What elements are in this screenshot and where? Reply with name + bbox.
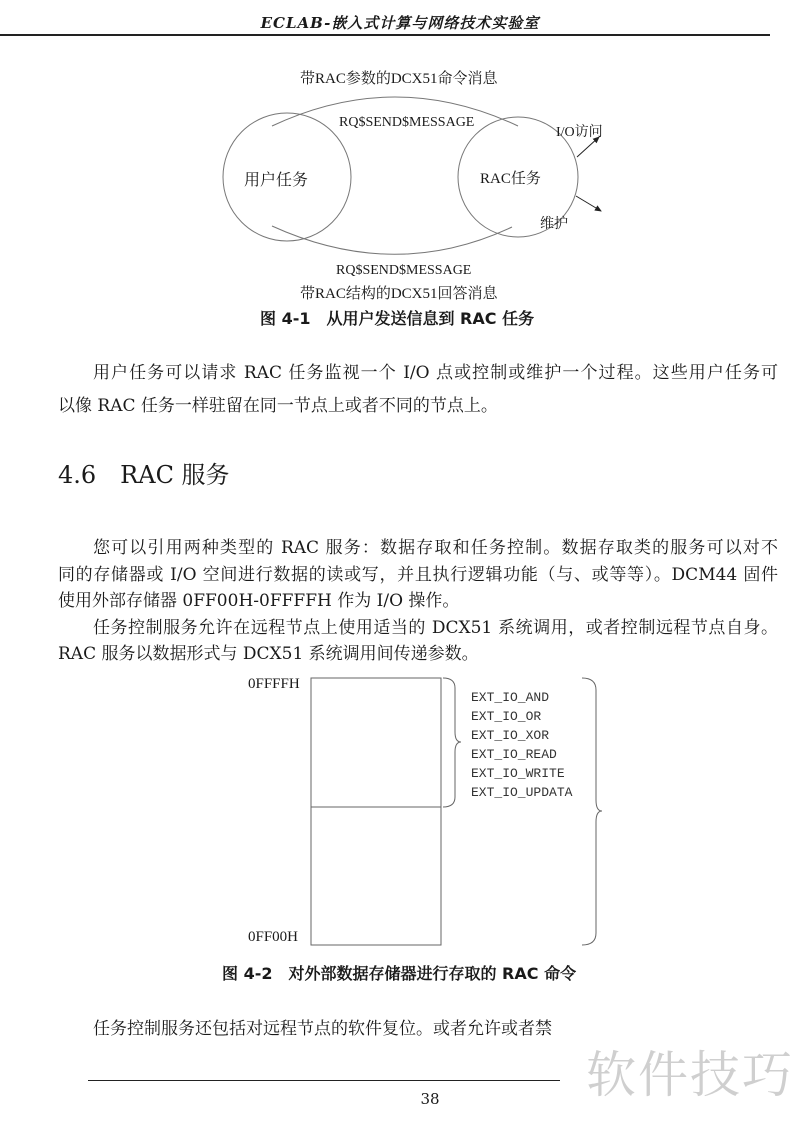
- rac-task-label: RAC任务: [480, 171, 541, 187]
- paragraph-line: 任务控制服务还包括对远程节点的软件复位。或者允许或者禁: [93, 1019, 552, 1039]
- figure1-caption: 图 4-1 从用户发送信息到 RAC 任务: [260, 309, 535, 328]
- paragraph-line: RAC 服务以数据形式与 DCX51 系统调用间传递参数。: [58, 644, 479, 664]
- figure1-top-arc-label: RQ$SEND$MESSAGE: [339, 115, 475, 130]
- paragraph-line: 同的存储器或 I/O 空间进行数据的读或写，并且执行逻辑功能（与、或等等）。DCM44 固件: [58, 565, 778, 585]
- user-task-label: 用户任务: [244, 172, 309, 189]
- section-heading: 4.6 RAC 服务: [58, 461, 230, 489]
- address-bottom: 0FF00H: [248, 929, 299, 945]
- paragraph-line: 使用外部存储器 0FF00H-0FFFFH 作为 I/O 操作。: [58, 591, 460, 611]
- bottom-arc: [272, 226, 512, 254]
- small-brace: [443, 678, 461, 807]
- command-item: EXT_IO_XOR: [471, 728, 550, 743]
- footer-rule: [88, 1080, 560, 1081]
- figure1-top-label: 带RAC参数的DCX51命令消息: [300, 71, 498, 87]
- maintenance-label: 维护: [540, 217, 568, 232]
- figure1-bottom-arc-label: RQ$SEND$MESSAGE: [336, 263, 472, 278]
- command-item: EXT_IO_OR: [471, 709, 542, 724]
- address-top: 0FFFFH: [248, 676, 300, 692]
- paragraph-line: 用户任务可以请求 RAC 任务监视一个 I/O 点或控制或维护一个过程。这些用户任务可: [93, 363, 778, 383]
- paragraph-line: 任务控制服务允许在远程节点上使用适当的 DCX51 系统调用，或者控制远程节点自身。: [93, 618, 778, 638]
- command-list: [471, 688, 572, 802]
- command-item: EXT_IO_READ: [471, 747, 557, 762]
- large-brace: [582, 678, 602, 945]
- maint-arrow: [576, 196, 601, 211]
- paragraph-line: 以像 RAC 任务一样驻留在同一节点上或者不同的节点上。: [58, 396, 498, 416]
- paragraph-line: 您可以引用两种类型的 RAC 服务：数据存取和任务控制。数据存取类的服务可以对不: [93, 538, 778, 558]
- page-number: 38: [420, 1090, 440, 1108]
- memory-block: [311, 678, 441, 945]
- figure1-bottom-label: 带RAC结构的DCX51回答消息: [300, 286, 498, 302]
- running-header: ECLAB-嵌入式计算与网络技术实验室: [260, 14, 540, 32]
- command-item: EXT_IO_AND: [471, 690, 550, 705]
- io-access-label: I/O访问: [556, 125, 603, 140]
- figure2-diagram: [0, 660, 800, 960]
- watermark: 软件技巧: [586, 1046, 794, 1104]
- command-item: EXT_IO_UPDATA: [471, 785, 573, 800]
- figure2-caption: 图 4-2 对外部数据存储器进行存取的 RAC 命令: [222, 964, 577, 983]
- figure1-diagram: [0, 0, 800, 300]
- command-item: EXT_IO_WRITE: [471, 766, 565, 781]
